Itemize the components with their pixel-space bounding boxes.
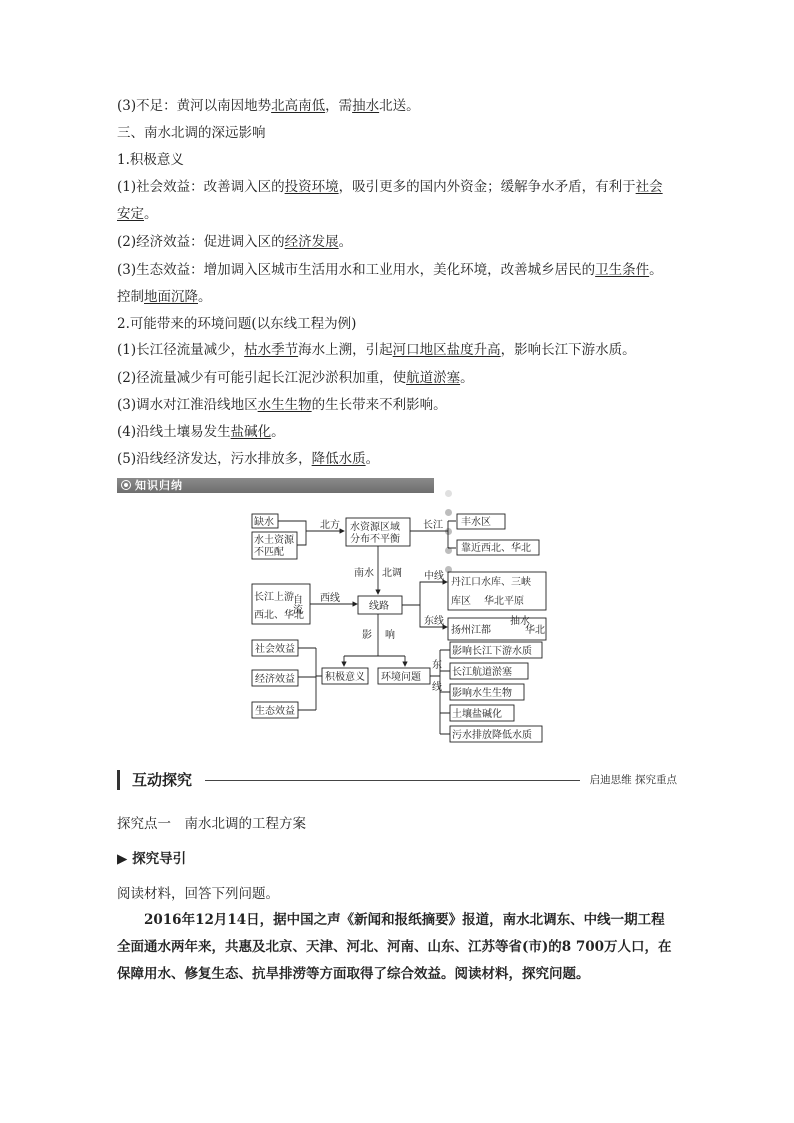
subheading: 1.积极意义 — [117, 152, 184, 168]
text-line — [117, 205, 158, 223]
text: 控制 — [117, 289, 144, 305]
text: (3)调水对江淮沿线地区 — [117, 397, 258, 413]
node-env-problem: 环境问题 — [381, 672, 421, 683]
text-line — [117, 288, 212, 306]
text: ，吸引更多的国内外资金；缓解争水矛盾，有利于 — [338, 179, 636, 195]
text: (5)沿线经济发达，污水排放多， — [117, 451, 312, 467]
answer: 河口地区盐度升高 — [392, 342, 501, 358]
material-text: 2016年12月14日，据中国之声《新闻和报纸摘要》报道，南水北调东、中线一期工程全面通水两年来，共惠及北京、天津、河北、河南、山东、江苏等省(市)的8 700万人口，在保障用水、修复生态、抗旱排涝等方面取得了综合效益。阅读材料，探究问题。 — [117, 912, 672, 982]
summary-label-text: 知识归纳 — [135, 479, 183, 492]
label-east: 东 — [432, 660, 442, 671]
text-line — [117, 423, 285, 441]
label-pump: 抽水 — [510, 616, 530, 627]
node-problem-5: 污水排放降低水质 — [452, 730, 532, 741]
node-problem-1: 影响长江下游水质 — [452, 646, 532, 657]
text-line — [117, 369, 474, 387]
label-influence-2: 响 — [385, 630, 395, 641]
node-rich-water: 丰水区 — [461, 517, 491, 528]
text-line — [117, 97, 420, 115]
instruction: 阅读材料，回答下列问题。 — [117, 886, 279, 902]
concept-diagram — [240, 510, 550, 746]
text: ，影响长江下游水质。 — [500, 342, 636, 358]
answer: 枯水季节 — [244, 342, 299, 358]
node-positive: 积极意义 — [325, 672, 365, 683]
node-north-china: 华北 — [525, 625, 545, 636]
node-problem-4: 土壤盐碱化 — [452, 709, 502, 720]
node-economic: 经济效益 — [255, 674, 295, 685]
text-line — [117, 178, 663, 196]
node-upper-yangtze: 长江上游 — [254, 592, 294, 603]
bullet-icon — [121, 480, 131, 490]
text: (1)社会效益：改善调入区的 — [117, 179, 285, 195]
section-subtitle: 启迪思维 探究重点 — [589, 774, 677, 786]
text: (2)径流量减少有可能引起长江泥沙淤积加重，使 — [117, 370, 407, 386]
answer: 安定 — [117, 206, 144, 222]
text: (3)生态效益：增加调入区城市生活用水和工业用水，美化环境，改善城乡居民的 — [117, 262, 596, 278]
label-beidiao: 北调 — [382, 568, 402, 579]
section-header — [117, 768, 677, 794]
text-line — [117, 450, 379, 468]
node-social: 社会效益 — [255, 644, 295, 655]
explore-point-title: 探究点一 南水北调的工程方案 — [117, 816, 306, 832]
answer: 地面沉降 — [144, 289, 198, 305]
text: 北送。 — [379, 98, 420, 114]
subheading: 2.可能带来的环境问题(以东线工程为例) — [117, 316, 357, 332]
label-east-line: 东线 — [424, 616, 444, 627]
text: 。 — [460, 370, 474, 386]
text: 。 — [649, 262, 663, 278]
text: (4)沿线土壤易发生 — [117, 424, 231, 440]
label-nanshui: 南水 — [354, 568, 374, 579]
text: 。 — [198, 289, 212, 305]
material-paragraph — [117, 907, 677, 988]
node-northwest: 西北、华北 — [254, 610, 304, 621]
summary-label — [121, 478, 183, 493]
text: 海水上溯，引起 — [298, 342, 393, 358]
knowledge-summary-bar — [117, 478, 434, 493]
section-divider — [205, 780, 580, 781]
answer: 社会 — [635, 179, 663, 195]
text: (1)长江径流量减少， — [117, 342, 245, 358]
answer: 航道淤塞 — [406, 370, 461, 386]
label-north: 北方 — [320, 520, 340, 531]
node-jiangdu: 扬州江都 — [451, 625, 491, 636]
node-near-northwest: 靠近西北、华北 — [461, 543, 531, 554]
text: 。 — [271, 424, 285, 440]
node-mismatch-2: 不匹配 — [254, 547, 284, 558]
label-west-line: 西线 — [320, 593, 340, 604]
text-line — [117, 261, 663, 279]
node-problem-3: 影响水生生物 — [452, 688, 512, 699]
text-line — [117, 233, 352, 251]
text-line — [117, 341, 636, 359]
answer: 经济发展 — [284, 234, 339, 250]
node-center-top-2: 分布不平衡 — [350, 534, 400, 545]
node-danjiangkou: 丹江口水库、三峡 — [451, 577, 531, 588]
label-yangtze: 长江 — [423, 520, 443, 531]
node-center-top: 水资源区域 — [350, 522, 400, 533]
heading: 三、南水北调的深远影响 — [117, 125, 266, 141]
answer: 水生生物 — [257, 397, 312, 413]
label-line: 线 — [432, 682, 442, 693]
answer: 抽水 — [352, 98, 380, 114]
text: 。 — [144, 206, 158, 222]
explore-guide — [117, 850, 186, 868]
label-middle-line: 中线 — [424, 571, 444, 582]
explore-guide-label: 探究导引 — [132, 851, 187, 867]
text: 。 — [365, 451, 380, 467]
text-line — [117, 396, 447, 414]
answer: 卫生条件 — [595, 262, 650, 278]
node-route: 线路 — [369, 601, 389, 612]
node-problem-2: 长江航道淤塞 — [452, 667, 512, 678]
text: ，需 — [325, 98, 353, 114]
text: (2)经济效益：促进调入区的 — [117, 234, 285, 250]
node-mismatch: 水土资源 — [254, 535, 294, 546]
section-title: 互动探究 — [117, 770, 192, 790]
answer: 北高南低 — [271, 98, 326, 114]
answer: 盐碱化 — [230, 424, 272, 440]
answer: 降低水质 — [311, 451, 366, 467]
node-north-plain: 华北平原 — [484, 596, 524, 607]
node-ecological: 生态效益 — [255, 706, 295, 717]
answer: 投资环境 — [284, 179, 339, 195]
text: (3)不足：黄河以南因地势 — [117, 98, 272, 114]
play-icon: ▶ — [117, 851, 128, 867]
text: 的生长带来不利影响。 — [311, 397, 447, 413]
label-self-flow: 自流 — [290, 594, 302, 614]
node-lack-water: 缺水 — [254, 517, 274, 528]
text: 。 — [338, 234, 353, 250]
label-influence: 影 — [362, 630, 372, 641]
node-reservoir: 库区 — [451, 596, 471, 607]
